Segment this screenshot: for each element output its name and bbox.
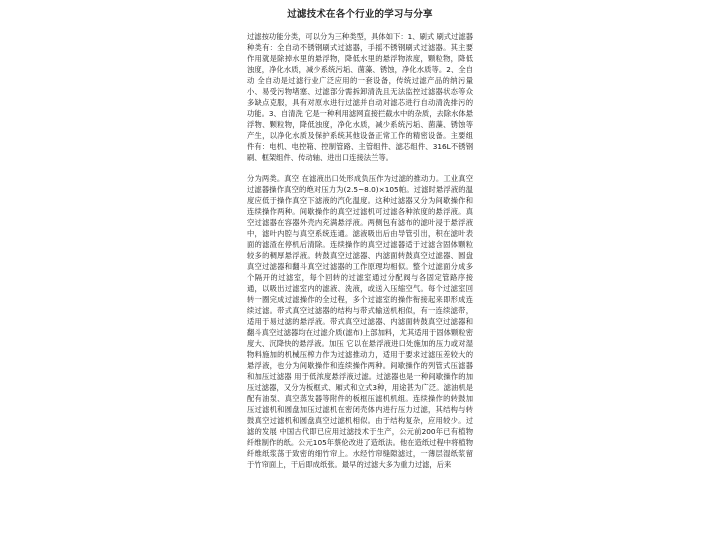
paragraph-1: 过滤按功能分类，可以分为三种类型，具体如下：1、刷式 刷式过滤器种类有：全自动不锈钢刷式过滤器，手摇不锈钢刷式过滤器。其主要作用就是除掉水里的悬浮物，降低水里的悬浮物浓度，颗粒物，降低浊度，净化水质，减少系统污垢、菌藻、锈蚀，净化水质等。2、全自动 全自动是过滤行业广泛应用的一套设备，传统过滤产品的纳污量小、易受污物堵塞、过滤部分需拆卸清洗且无法监控过滤器状态等众多缺点克服，具有对原水进行过滤并自动对滤芯进行自动清洗排污的功能。3、自清洗 它是一种利用滤网直接拦截水中的杂质，去除水体悬浮物、颗粒物，降低浊度，净化水质，减少系统污垢、菌藻、锈蚀等产生，以净化水质及保护系统其他设备正常工作的精密设备。主要组件有：电机、电控箱、控制管路、主管组件、滤芯组件、316L不锈钢刷、框架组件、传动轴、进出口连接法兰等。 <box>247 32 473 162</box>
document-title: 过滤技术在各个行业的学习与分享 <box>287 9 433 20</box>
article-body <box>247 31 473 470</box>
paragraph-2: 分为两类。真空 在滤液出口处形成负压作为过滤的推动力。工业真空过滤器操作真空的绝对压力为(2.5~8.0)×105帕。过滤时悬浮液的温度应低于操作真空下滤液的汽化温度。这种过滤器又分为间歇操作和连续操作两种。间歇操作的真空过滤机可过滤各种浓度的悬浮液。真空过滤器在容器外壳内充满悬浮液。两侧包有滤布的滤叶浸于悬浮液中，滤叶内腔与真空系统连通。滤液吸出后由导管引出，积在滤叶表面的滤渣在停机后清除。连续操作的真空过滤器适于过滤含固体颗粒较多的稠厚悬浮液。转鼓真空过滤器、内滤面转鼓真空过滤器、圆盘真空过滤器和翻斗真空过滤器的工作原理均相似。整个过滤面分成多个隔开的过滤室，每个回转的过滤室通过分配阀与各固定管路序接通，以吸出过滤室内的滤液、洗液，或送入压缩空气。每个过滤室回转一圈完成过滤操作的全过程，多个过滤室的操作衔接起来即形成连续过滤。带式真空过滤器的结构与带式输送机相似，有一连续滤带，适用于易过滤的悬浮液。带式真空过滤器、内滤面转鼓真空过滤器和翻斗真空过滤器均在过滤介质(滤布)上部加料，尤其适用于固体颗粒密度大、沉降快的悬浮液。加压 它以在悬浮液进口处施加的压力或对湿物料施加的机械压榨力作为过滤推动力，适用于要求过滤压差较大的悬浮液，也分为间歇操作和连续操作两种。间歇操作的列管式压滤器和加压过滤器 用于低浓度悬浮液过滤。过滤器也是一种间歇操作的加压过滤器，又分为板框式、厢式和立式3种，用途甚为广泛。滤油机是配有油泵、真空蒸发器等附件的板框压滤机机组。连续操作的转鼓加压过滤机和圆盘加压过滤机在密闭壳体内进行压力过滤，其结构与转鼓真空过滤机和圆盘真空过滤机相似。由于结构复杂，应用较少。过滤的发展 中国古代即已应用过滤技术于生产，公元前200年已有植物纤维制作的纸。公元105年蔡伦改进了造纸法。他在造纸过程中将植物纤维纸浆荡于致密的细竹帘上。水经竹帘缝隙滤过，一薄层湿纸浆留于竹帘面上，干后即成纸张。最早的过滤大多为重力过滤，后来 <box>247 174 473 469</box>
